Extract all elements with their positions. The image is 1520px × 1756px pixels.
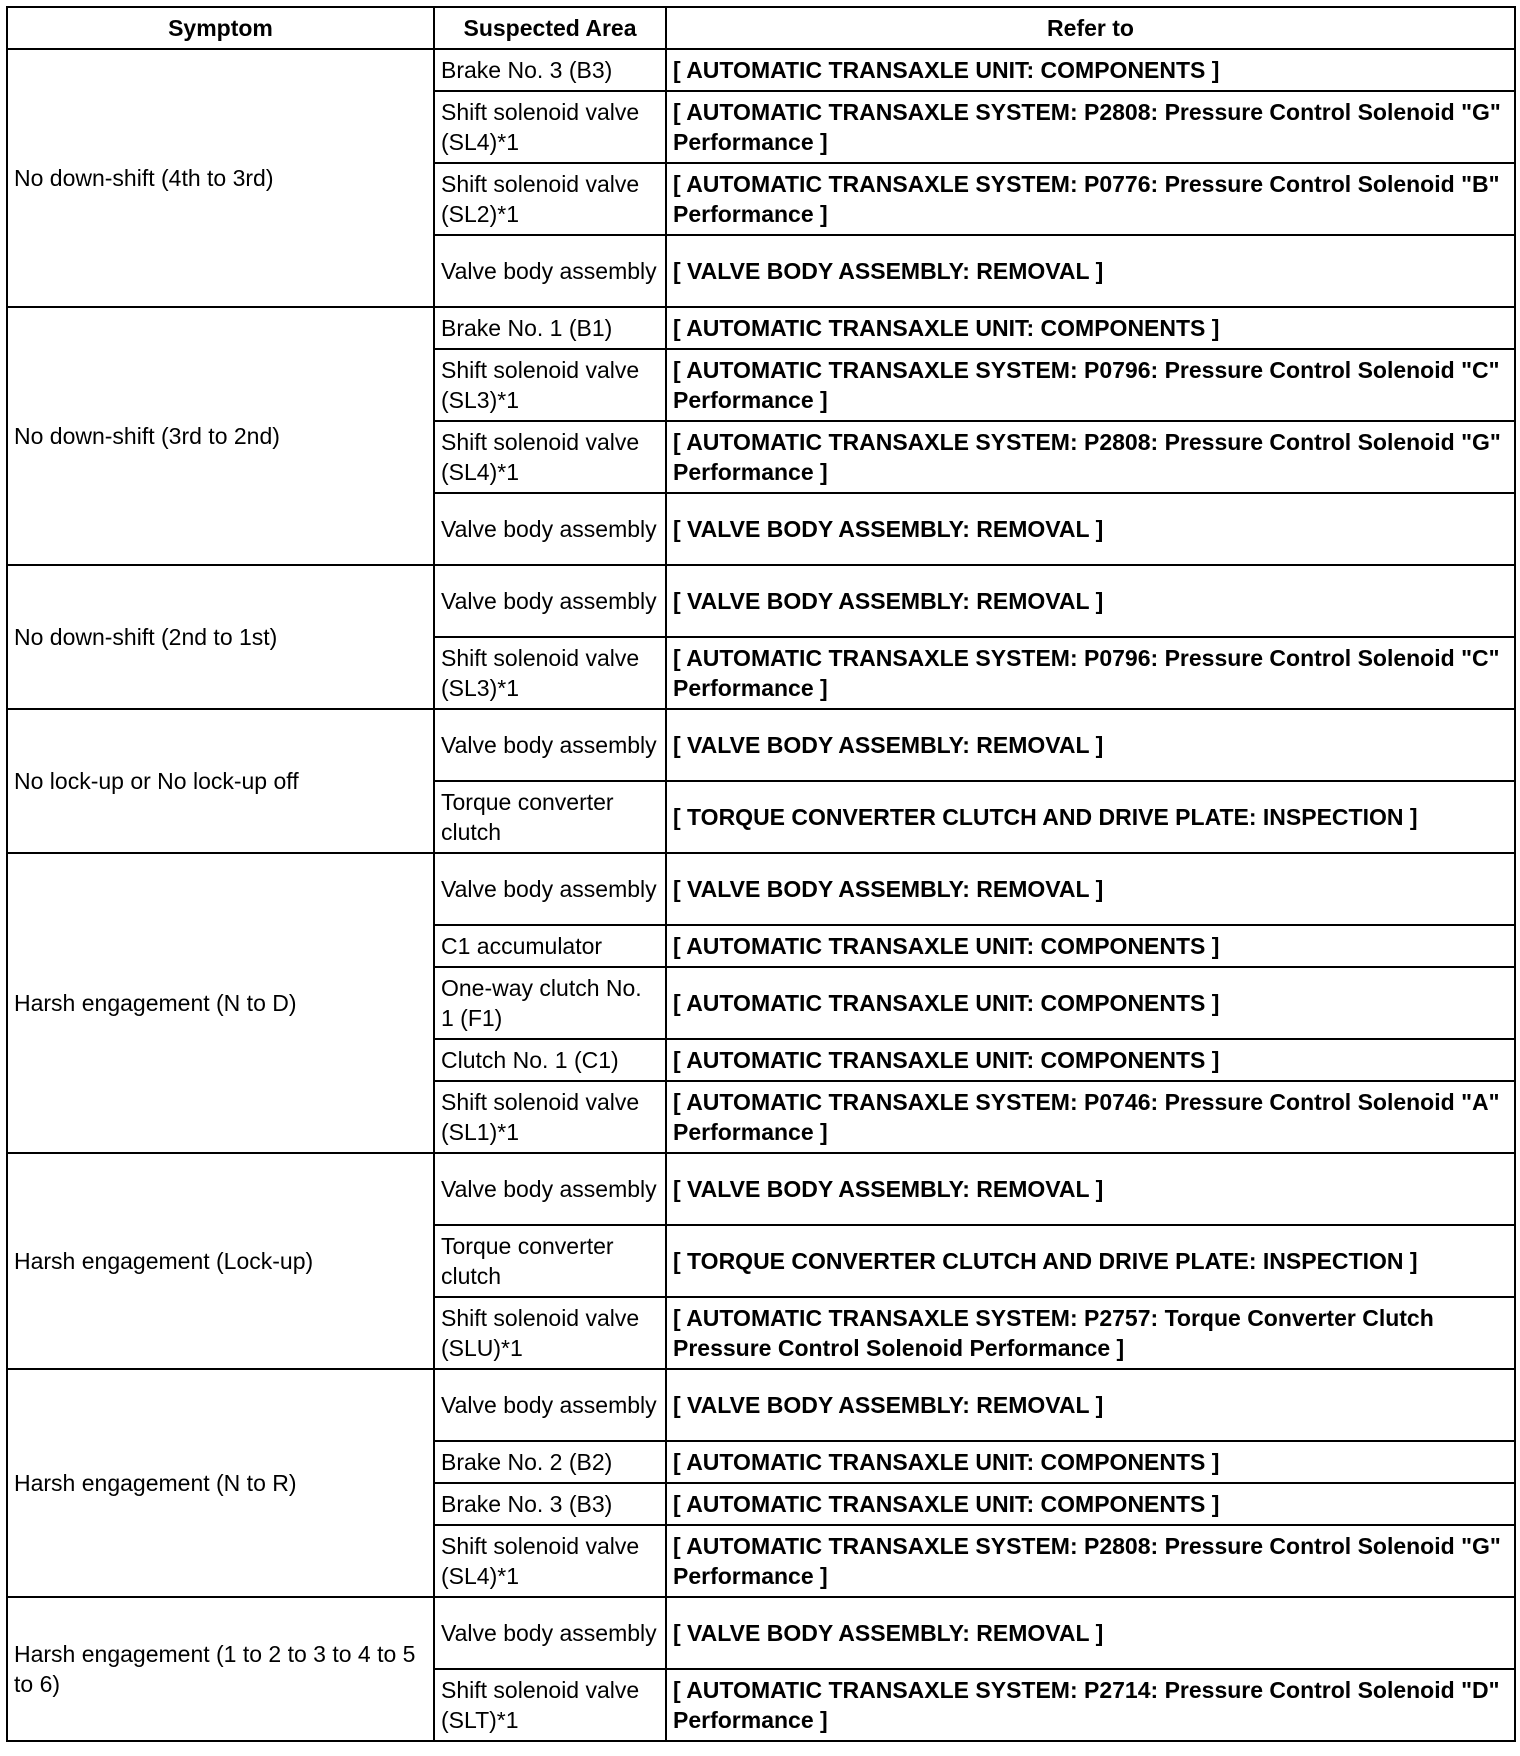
refer-to-link[interactable]: [ AUTOMATIC TRANSAXLE UNIT: COMPONENTS ] xyxy=(666,967,1515,1039)
table-row xyxy=(7,1153,1515,1225)
suspected-area-cell: Shift solenoid valve (SL3)*1 xyxy=(434,349,666,421)
suspected-area-cell: Torque converter clutch xyxy=(434,781,666,853)
refer-to-link[interactable]: [ AUTOMATIC TRANSAXLE UNIT: COMPONENTS ] xyxy=(666,1483,1515,1525)
suspected-area-cell: Valve body assembly xyxy=(434,235,666,307)
table-row xyxy=(7,853,1515,925)
header-suspected-area: Suspected Area xyxy=(434,7,666,49)
suspected-area-cell: Valve body assembly xyxy=(434,1369,666,1441)
refer-to-link[interactable]: [ VALVE BODY ASSEMBLY: REMOVAL ] xyxy=(666,1153,1515,1225)
refer-to-link[interactable]: [ AUTOMATIC TRANSAXLE SYSTEM: P2757: Torque Converter Clutch Pressure Control Solenoid Performance ] xyxy=(666,1297,1515,1369)
suspected-area-cell: Valve body assembly xyxy=(434,709,666,781)
refer-to-link[interactable]: [ VALVE BODY ASSEMBLY: REMOVAL ] xyxy=(666,493,1515,565)
refer-to-link[interactable]: [ AUTOMATIC TRANSAXLE SYSTEM: P0796: Pressure Control Solenoid "C" Performance ] xyxy=(666,349,1515,421)
suspected-area-cell: Shift solenoid valve (SL1)*1 xyxy=(434,1081,666,1153)
refer-to-link[interactable]: [ AUTOMATIC TRANSAXLE SYSTEM: P2808: Pressure Control Solenoid "G" Performance ] xyxy=(666,1525,1515,1597)
refer-to-link[interactable]: [ AUTOMATIC TRANSAXLE UNIT: COMPONENTS ] xyxy=(666,49,1515,91)
refer-to-link[interactable]: [ AUTOMATIC TRANSAXLE UNIT: COMPONENTS ] xyxy=(666,925,1515,967)
suspected-area-cell: Shift solenoid valve (SL2)*1 xyxy=(434,163,666,235)
suspected-area-cell: Shift solenoid valve (SL4)*1 xyxy=(434,421,666,493)
refer-to-link[interactable]: [ AUTOMATIC TRANSAXLE SYSTEM: P2808: Pressure Control Solenoid "G" Performance ] xyxy=(666,421,1515,493)
refer-to-link[interactable]: [ AUTOMATIC TRANSAXLE UNIT: COMPONENTS ] xyxy=(666,1039,1515,1081)
symptom-cell: Harsh engagement (1 to 2 to 3 to 4 to 5 to 6) xyxy=(7,1597,434,1741)
symptom-cell: Harsh engagement (N to D) xyxy=(7,853,434,1153)
suspected-area-cell: Valve body assembly xyxy=(434,853,666,925)
refer-to-link[interactable]: [ AUTOMATIC TRANSAXLE SYSTEM: P0796: Pressure Control Solenoid "C" Performance ] xyxy=(666,637,1515,709)
suspected-area-cell: Valve body assembly xyxy=(434,565,666,637)
suspected-area-cell: Brake No. 3 (B3) xyxy=(434,1483,666,1525)
suspected-area-cell: Brake No. 2 (B2) xyxy=(434,1441,666,1483)
suspected-area-cell: Shift solenoid valve (SLT)*1 xyxy=(434,1669,666,1741)
refer-to-link[interactable]: [ AUTOMATIC TRANSAXLE UNIT: COMPONENTS ] xyxy=(666,307,1515,349)
suspected-area-cell: Brake No. 3 (B3) xyxy=(434,49,666,91)
refer-to-link[interactable]: [ VALVE BODY ASSEMBLY: REMOVAL ] xyxy=(666,709,1515,781)
refer-to-link[interactable]: [ TORQUE CONVERTER CLUTCH AND DRIVE PLATE: INSPECTION ] xyxy=(666,781,1515,853)
refer-to-link[interactable]: [ AUTOMATIC TRANSAXLE UNIT: COMPONENTS ] xyxy=(666,1441,1515,1483)
refer-to-link[interactable]: [ AUTOMATIC TRANSAXLE SYSTEM: P0746: Pressure Control Solenoid "A" Performance ] xyxy=(666,1081,1515,1153)
refer-to-link[interactable]: [ VALVE BODY ASSEMBLY: REMOVAL ] xyxy=(666,853,1515,925)
table-row xyxy=(7,565,1515,637)
suspected-area-cell: Shift solenoid valve (SLU)*1 xyxy=(434,1297,666,1369)
refer-to-link[interactable]: [ AUTOMATIC TRANSAXLE SYSTEM: P0776: Pressure Control Solenoid "B" Performance ] xyxy=(666,163,1515,235)
symptom-cell: No lock-up or No lock-up off xyxy=(7,709,434,853)
suspected-area-cell: Shift solenoid valve (SL3)*1 xyxy=(434,637,666,709)
header-symptom: Symptom xyxy=(7,7,434,49)
symptom-table xyxy=(6,6,1516,1742)
suspected-area-cell: C1 accumulator xyxy=(434,925,666,967)
symptom-cell: Harsh engagement (N to R) xyxy=(7,1369,434,1597)
suspected-area-cell: Valve body assembly xyxy=(434,1597,666,1669)
suspected-area-cell: Torque converter clutch xyxy=(434,1225,666,1297)
suspected-area-cell: Valve body assembly xyxy=(434,493,666,565)
refer-to-link[interactable]: [ AUTOMATIC TRANSAXLE SYSTEM: P2714: Pressure Control Solenoid "D" Performance ] xyxy=(666,1669,1515,1741)
table-row xyxy=(7,709,1515,781)
refer-to-link[interactable]: [ AUTOMATIC TRANSAXLE SYSTEM: P2808: Pressure Control Solenoid "G" Performance ] xyxy=(666,91,1515,163)
suspected-area-cell: One-way clutch No. 1 (F1) xyxy=(434,967,666,1039)
symptom-cell: No down-shift (4th to 3rd) xyxy=(7,49,434,307)
symptom-cell: Harsh engagement (Lock-up) xyxy=(7,1153,434,1369)
table-row xyxy=(7,1597,1515,1669)
symptom-cell: No down-shift (3rd to 2nd) xyxy=(7,307,434,565)
table-row xyxy=(7,307,1515,349)
refer-to-link[interactable]: [ VALVE BODY ASSEMBLY: REMOVAL ] xyxy=(666,1597,1515,1669)
suspected-area-cell: Shift solenoid valve (SL4)*1 xyxy=(434,91,666,163)
refer-to-link[interactable]: [ VALVE BODY ASSEMBLY: REMOVAL ] xyxy=(666,235,1515,307)
refer-to-link[interactable]: [ VALVE BODY ASSEMBLY: REMOVAL ] xyxy=(666,1369,1515,1441)
header-refer-to: Refer to xyxy=(666,7,1515,49)
table-row xyxy=(7,1369,1515,1441)
suspected-area-cell: Valve body assembly xyxy=(434,1153,666,1225)
suspected-area-cell: Shift solenoid valve (SL4)*1 xyxy=(434,1525,666,1597)
table-row xyxy=(7,49,1515,91)
suspected-area-cell: Brake No. 1 (B1) xyxy=(434,307,666,349)
header-row xyxy=(7,7,1515,49)
refer-to-link[interactable]: [ TORQUE CONVERTER CLUTCH AND DRIVE PLATE: INSPECTION ] xyxy=(666,1225,1515,1297)
symptom-cell: No down-shift (2nd to 1st) xyxy=(7,565,434,709)
refer-to-link[interactable]: [ VALVE BODY ASSEMBLY: REMOVAL ] xyxy=(666,565,1515,637)
suspected-area-cell: Clutch No. 1 (C1) xyxy=(434,1039,666,1081)
